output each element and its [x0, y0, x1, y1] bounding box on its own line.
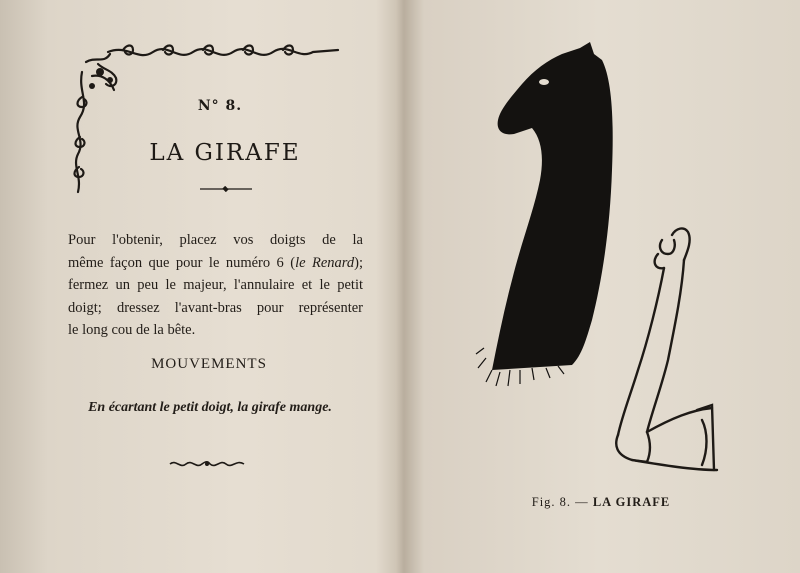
- instruction-paragraph: [68, 229, 363, 342]
- giraffe-shadow-illustration: [462, 40, 782, 500]
- end-flourish: [168, 459, 246, 469]
- right-page: [402, 0, 800, 573]
- section-number: N° 8.: [197, 98, 243, 114]
- giraffe-shadow-icon: [492, 42, 613, 370]
- movement-text: En écartant le petit doigt, la girafe mange.: [88, 400, 332, 415]
- paragraph-line-2: [68, 252, 363, 275]
- caption-title: LA GIRAFE: [592, 495, 671, 509]
- giraffe-eye: [539, 79, 549, 85]
- corner-ornament-icon: [68, 42, 340, 194]
- reference-renard: le Renard: [295, 254, 355, 271]
- paragraph-line-2a: même façon que pour le numéro 6 (: [68, 254, 296, 271]
- page-title: LA GIRAFE: [149, 140, 301, 166]
- paragraph-line-5: le long cou de la bête.: [68, 322, 196, 338]
- title-rule: [200, 186, 252, 192]
- caption-prefix: Fig. 8. —: [531, 495, 593, 509]
- paragraph-line-3: fermez un peu le majeur, l'annulaire et le petit: [68, 277, 363, 293]
- paragraph-line-1: Pour l'obtenir, placez vos doigts de la: [68, 232, 363, 248]
- paragraph-line-2c: );: [354, 254, 363, 271]
- paragraph-line-4: doigt; dressez l'avant-bras pour représenter: [68, 299, 363, 316]
- figure-caption: [402, 495, 800, 510]
- left-page: [0, 0, 398, 573]
- movements-heading: MOUVEMENTS: [151, 356, 267, 372]
